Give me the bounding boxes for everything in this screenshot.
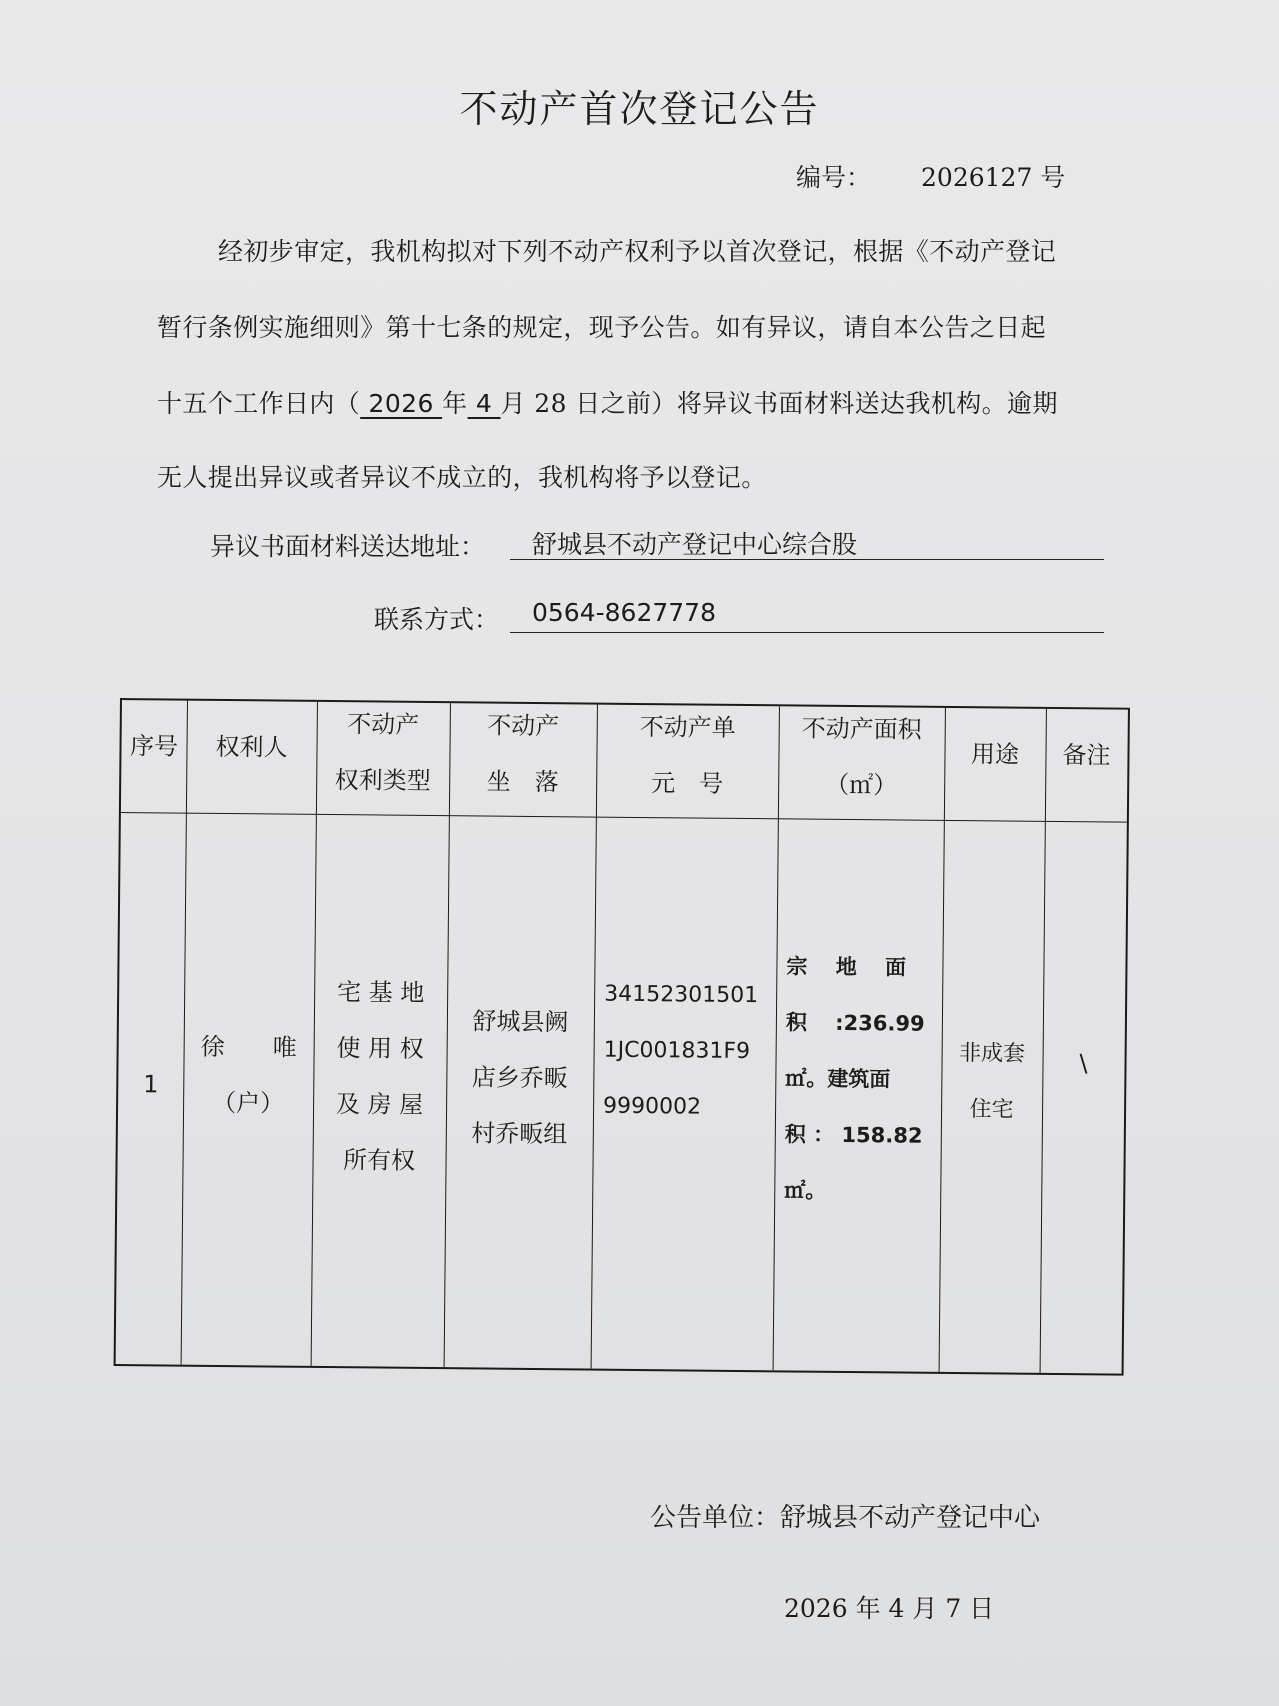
header-location-line1: 不动产 bbox=[487, 711, 560, 741]
row-holder bbox=[183, 1019, 314, 1132]
row-area-line1: 宗 地 面 bbox=[786, 954, 907, 980]
row-seq: 1 bbox=[143, 1070, 159, 1099]
header-seq: 序号 bbox=[129, 732, 179, 761]
row-area-line3: ㎡。建筑面 bbox=[785, 1066, 891, 1092]
row-area bbox=[784, 938, 943, 1219]
header-right-type bbox=[316, 696, 450, 809]
header-unit-number bbox=[596, 699, 779, 813]
row-holder-suffix: （户） bbox=[211, 1088, 285, 1118]
issue-date: 2026 年 4 月 7 日 bbox=[784, 1594, 995, 1623]
table-header-divider bbox=[121, 812, 1127, 823]
address-label: 异议书面材料送达地址： bbox=[210, 532, 486, 561]
row-right-type-line3: 及 房 屋 bbox=[335, 1090, 424, 1119]
contact-field bbox=[510, 598, 1104, 633]
row-location-line1: 舒城县阙 bbox=[472, 1007, 569, 1037]
contact-label: 联系方式： bbox=[374, 605, 500, 634]
page-title: 不动产首次登记公告 bbox=[459, 87, 820, 131]
document-number bbox=[796, 158, 1065, 194]
row-right-type-line4: 所有权 bbox=[342, 1146, 416, 1175]
header-use: 用途 bbox=[970, 740, 1020, 769]
row-location bbox=[446, 993, 595, 1162]
body-line-2: 暂行条例实施细则》第十七条的规定，现予公告。如有异议，请自本公告之日起 bbox=[157, 313, 1047, 342]
row-unit-number-line1: 34152301501 bbox=[604, 981, 759, 1009]
header-area bbox=[778, 700, 945, 814]
row-use-line1: 非成套 bbox=[958, 1041, 1026, 1067]
body-line-3-end: 月 28 日之前）将异议书面材料送达我机构。逾期 bbox=[500, 389, 1058, 418]
row-use-line2: 住宅 bbox=[969, 1097, 1014, 1123]
header-right-type-line2: 权利类型 bbox=[334, 766, 431, 795]
body-line-3 bbox=[157, 384, 1058, 420]
document-number-label: 编号： bbox=[796, 163, 872, 192]
document-number-value: 2026127 号 bbox=[921, 163, 1066, 192]
deadline-month: 4 bbox=[467, 389, 501, 418]
row-area-line4: 积 ： 158.82 bbox=[784, 1122, 923, 1148]
header-unit-number-line1: 不动产单 bbox=[639, 712, 736, 742]
header-note: 备注 bbox=[1062, 741, 1111, 770]
deadline-year: 2026 bbox=[360, 389, 443, 418]
header-area-line2: （㎡） bbox=[825, 770, 898, 800]
header-holder: 权利人 bbox=[215, 732, 288, 762]
address-field bbox=[510, 525, 1104, 560]
property-table bbox=[114, 698, 1130, 1376]
header-location-line2: 坐 落 bbox=[486, 767, 559, 797]
row-unit-number-line2: 1JC001831F9 bbox=[603, 1037, 751, 1065]
row-right-type-line2: 使 用 权 bbox=[336, 1034, 424, 1063]
row-area-line5: ㎡。 bbox=[784, 1178, 827, 1203]
header-unit-number-line2: 元 号 bbox=[651, 769, 724, 798]
row-unit-number bbox=[603, 967, 777, 1137]
row-right-type-line1: 宅 基 地 bbox=[336, 978, 425, 1007]
row-unit-number-line3: 9990002 bbox=[602, 1093, 702, 1120]
row-note: \ bbox=[1079, 1049, 1088, 1078]
row-right-type bbox=[312, 964, 447, 1189]
contact-value: 0564-8627778 bbox=[532, 598, 716, 627]
row-location-line2: 店乡乔畈 bbox=[471, 1063, 569, 1093]
row-use bbox=[941, 1026, 1043, 1139]
row-area-line2: 积 :236.99 bbox=[785, 1010, 925, 1036]
body-line-3-year-unit: 年 bbox=[442, 389, 468, 418]
header-location bbox=[449, 697, 597, 810]
address-value: 舒城县不动产登记中心综合股 bbox=[532, 530, 858, 559]
header-right-type-line1: 不动产 bbox=[347, 710, 420, 739]
issuing-unit: 公告单位：舒城县不动产登记中心 bbox=[650, 1503, 1041, 1533]
body-line-1: 经初步审定，我机构拟对下列不动产权利予以首次登记，根据《不动产登记 bbox=[218, 237, 1057, 266]
row-holder-name: 徐 唯 bbox=[200, 1032, 297, 1062]
body-line-4: 无人提出异议或者异议不成立的，我机构将予以登记。 bbox=[157, 463, 767, 492]
body-line-3-start: 十五个工作日内（ bbox=[157, 389, 361, 418]
row-location-line3: 村乔畈组 bbox=[471, 1119, 568, 1149]
header-area-line1: 不动产面积 bbox=[801, 714, 922, 744]
